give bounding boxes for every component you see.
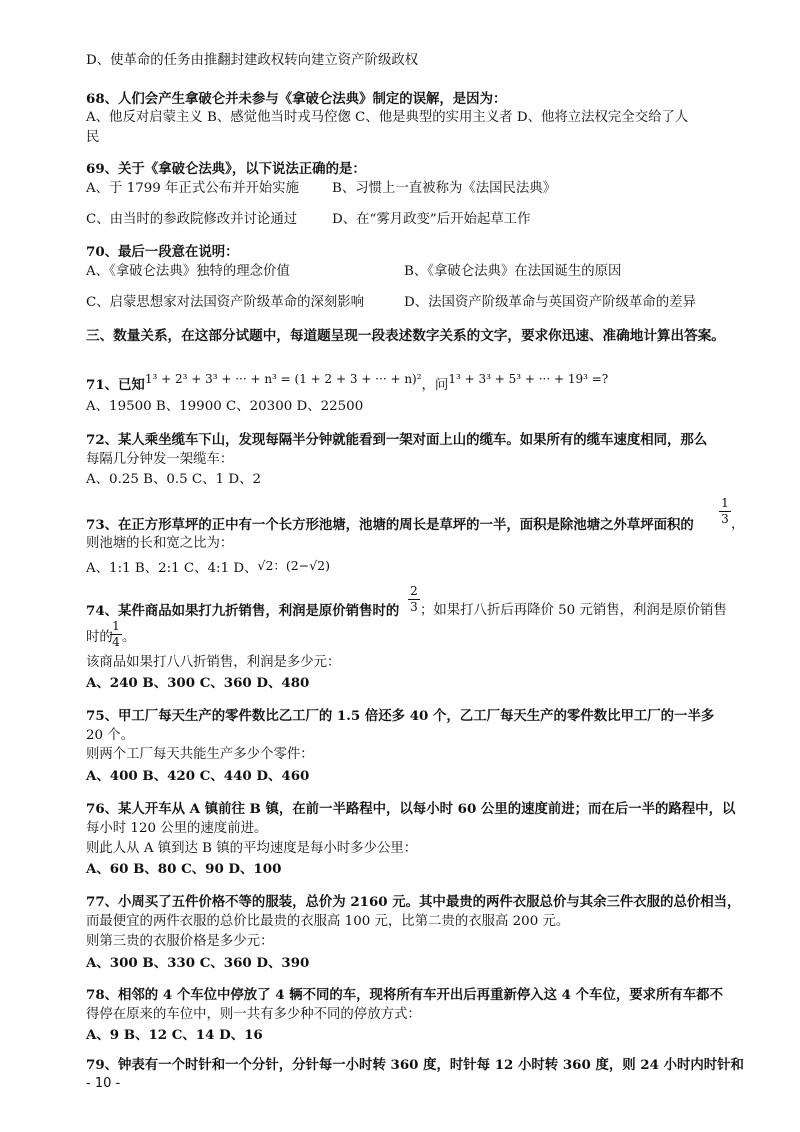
option-70-c: C、启蒙思想家对法国资产阶级革命的深刻影响 xyxy=(86,295,365,310)
question-76-cont: 每小时 120 公里的速度前进。 xyxy=(86,821,268,836)
section-3-heading: 三、数量关系，在这部分试题中，每道题呈现一段表述数字关系的文字，要求你迅速、准确地计算出答案。 xyxy=(86,328,725,344)
question-71-mid: ，问 xyxy=(421,378,449,393)
question-74-options: A、240 B、300 C、360 D、480 xyxy=(86,675,310,691)
option-line: D、使革命的任务由推翻封建政权转向建立资产阶级政权 xyxy=(86,53,419,68)
fraction-one-third: 1 3 xyxy=(719,497,731,526)
page-number: - 10 - xyxy=(86,1076,121,1091)
question-74-end: 时的 xyxy=(86,630,113,645)
option-69-b: B、习惯上一直被称为《法国民法典》 xyxy=(332,181,557,196)
question-75-cont: 20 个。 xyxy=(86,728,135,743)
question-71 xyxy=(86,372,609,395)
question-72: 72、某人乘坐缆车下山，发现每隔半分钟就能看到一架对面上山的缆车。如果所有的缆车速度相同，那么 xyxy=(86,432,708,448)
fraction-one-quarter: 1 4 xyxy=(110,620,122,649)
formula-71-ask: 1³ + 3³ + 5³ + ··· + 19³ =? xyxy=(448,372,609,386)
question-78-options: A、9 B、12 C、14 D、16 xyxy=(86,1027,263,1043)
option-69-d: D、在“雾月政变”后开始起草工作 xyxy=(332,212,531,227)
question-78-cont: 得停在原来的车位中，则一共有多少种不同的停放方式： xyxy=(86,1007,421,1022)
question-73-options: A、1:1 B、2:1 C、4:1 D、√2：(2−√2) xyxy=(86,558,331,576)
option-70-b: B、《拿破仑法典》在法国诞生的原因 xyxy=(404,264,622,279)
option-70-d: D、法国资产阶级革命与英国资产阶级革命的差异 xyxy=(404,295,696,310)
option-73-d-formula: √2：(2−√2) xyxy=(257,558,331,573)
option-69-a: A、于 1799 年正式公布并开始实施 xyxy=(86,181,299,196)
question-71-options: A、19500 B、19900 C、20300 D、22500 xyxy=(86,399,364,414)
question-76: 76、某人开车从 A 镇前往 B 镇，在前一半路程中，以每小时 60 公里的速度前进；而在后一半的路程中，以 xyxy=(86,801,736,817)
question-71-text: 71、已知 xyxy=(86,377,145,393)
question-74-ask: 该商品如果打八八折销售，利润是多少元： xyxy=(86,655,341,670)
question-76-options: A、60 B、80 C、90 D、100 xyxy=(86,861,282,877)
question-78: 78、相邻的 4 个车位中停放了 4 辆不同的车，现将所有车开出后再重新停入这 4 个车位，要求所有车都不 xyxy=(86,987,723,1003)
question-77-ask: 则第三贵的衣服价格是多少元： xyxy=(86,934,274,949)
question-68-options-cont: 民 xyxy=(86,130,100,145)
question-79: 79、钟表有一个时针和一个分针，分针每一小时转 360 度，时针每 12 小时转 360 度，则 24 小时内时针和 xyxy=(86,1057,744,1073)
question-74-mid: ；如果打八折后再降价 50 元销售，利润是原价销售 xyxy=(420,603,727,618)
formula-71-given: 1³ + 2³ + 3³ + ··· + n³ = (1 + 2 + 3 + ··· + n)² xyxy=(144,372,422,386)
question-77-options: A、300 B、330 C、360 D、390 xyxy=(86,955,310,971)
question-69: 69、关于《拿破仑法典》，以下说法正确的是： xyxy=(86,161,366,177)
fraction-two-thirds: 2 3 xyxy=(408,585,420,614)
question-73-comma: ， xyxy=(731,517,745,532)
question-76-ask: 则此人从 A 镇到达 B 镇的平均速度是每小时多少公里： xyxy=(86,841,418,856)
question-70: 70、最后一段意在说明： xyxy=(86,244,239,260)
question-72-cont: 每隔几分钟发一架缆车： xyxy=(86,452,234,467)
question-73-cont: 则池塘的长和宽之比为： xyxy=(86,536,234,551)
question-75-ask: 则两个工厂每天共能生产多少个零件： xyxy=(86,747,314,762)
option-70-a: A、《拿破仑法典》独特的理念价值 xyxy=(86,264,290,279)
question-73: 73、在正方形草坪的正中有一个长方形池塘，池塘的周长是草坪的一半，面积是除池塘之外草坪面积的 xyxy=(86,517,694,533)
question-74-period: 。 xyxy=(122,630,136,645)
question-77-cont: 而最便宜的两件衣服的总价比最贵的衣服高 100 元，比第二贵的衣服高 200 元。 xyxy=(86,914,570,929)
question-74: 74、某件商品如果打九折销售，利润是原价销售时的 xyxy=(86,603,400,619)
question-68-options: A、他反对启蒙主义 B、感觉他当时戎马倥偬 C、他是典型的实用主义者 D、他将立法权完全交给了人 xyxy=(86,110,689,125)
question-75-options: A、400 B、420 C、440 D、460 xyxy=(86,768,310,784)
question-75: 75、甲工厂每天生产的零件数比乙工厂的 1.5 倍还多 40 个，乙工厂每天生产的零件数比甲工厂的一半多 xyxy=(86,708,715,724)
option-69-c: C、由当时的参政院修改并讨论通过 xyxy=(86,212,298,227)
question-68: 68、人们会产生拿破仑并未参与《拿破仑法典》制定的误解，是因为： xyxy=(86,91,507,107)
question-72-options: A、0.25 B、0.5 C、1 D、2 xyxy=(86,472,261,487)
question-77: 77、小周买了五件价格不等的服装，总价为 2160 元。其中最贵的两件衣服总价与其余三件衣服的总价相当， xyxy=(86,894,741,910)
